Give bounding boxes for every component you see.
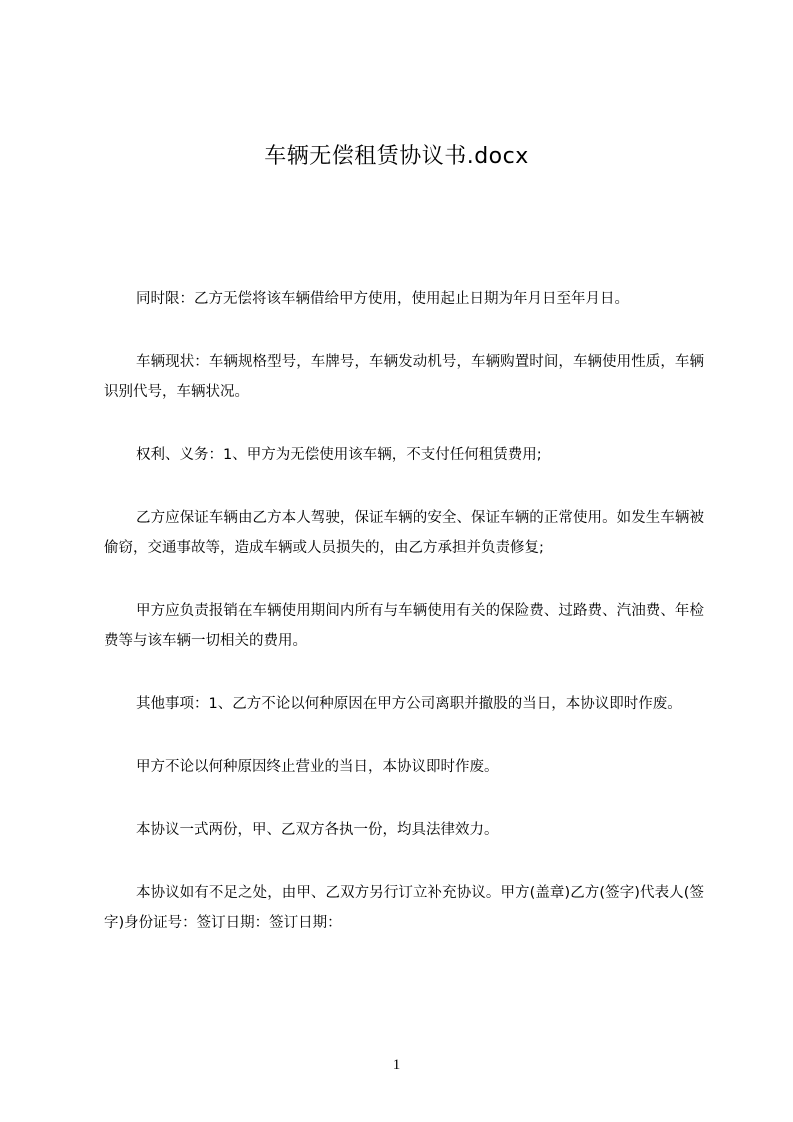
document-title: 车辆无偿租赁协议书.docx [264, 144, 529, 169]
paragraph-vehicle-status: 车辆现状：车辆规格型号，车牌号，车辆发动机号，车辆购置时间，车辆使用性质，车辆识别代号，车辆状况。 [104, 354, 704, 400]
paragraph-termination: 甲方不论以何种原因终止营业的当日，本协议即时作废。 [136, 759, 499, 775]
page-number: 1 [392, 1057, 401, 1073]
document-body [104, 284, 704, 971]
paragraph-party-a-expenses: 甲方应负责报销在车辆使用期间内所有与车辆使用有关的保险费、过路费、汽油费、年检费等与该车辆一切相关的费用。 [104, 603, 704, 649]
paragraph-term: 同时限：乙方无偿将该车辆借给甲方使用，使用起止日期为年月日至年月日。 [136, 291, 629, 307]
paragraph-signatures: 本协议如有不足之处，由甲、乙双方另行订立补充协议。甲方(盖章)乙方(签字)代表人(签字)身份证号：签订日期：签订日期： [104, 885, 704, 931]
paragraph-party-b-obligations: 乙方应保证车辆由乙方本人驾驶，保证车辆的安全、保证车辆的正常使用。如发生车辆被偷窃，交通事故等，造成车辆或人员损失的，由乙方承担并负责修复; [104, 510, 704, 556]
paragraph-other-matters: 其他事项：1、乙方不论以何种原因在甲方公司离职并撤股的当日，本协议即时作废。 [136, 696, 682, 712]
paragraph-copies: 本协议一式两份，甲、乙双方各执一份，均具法律效力。 [136, 822, 499, 838]
paragraph-rights-duties: 权利、义务：1、甲方为无偿使用该车辆，不支付任何租赁费用; [136, 447, 542, 463]
